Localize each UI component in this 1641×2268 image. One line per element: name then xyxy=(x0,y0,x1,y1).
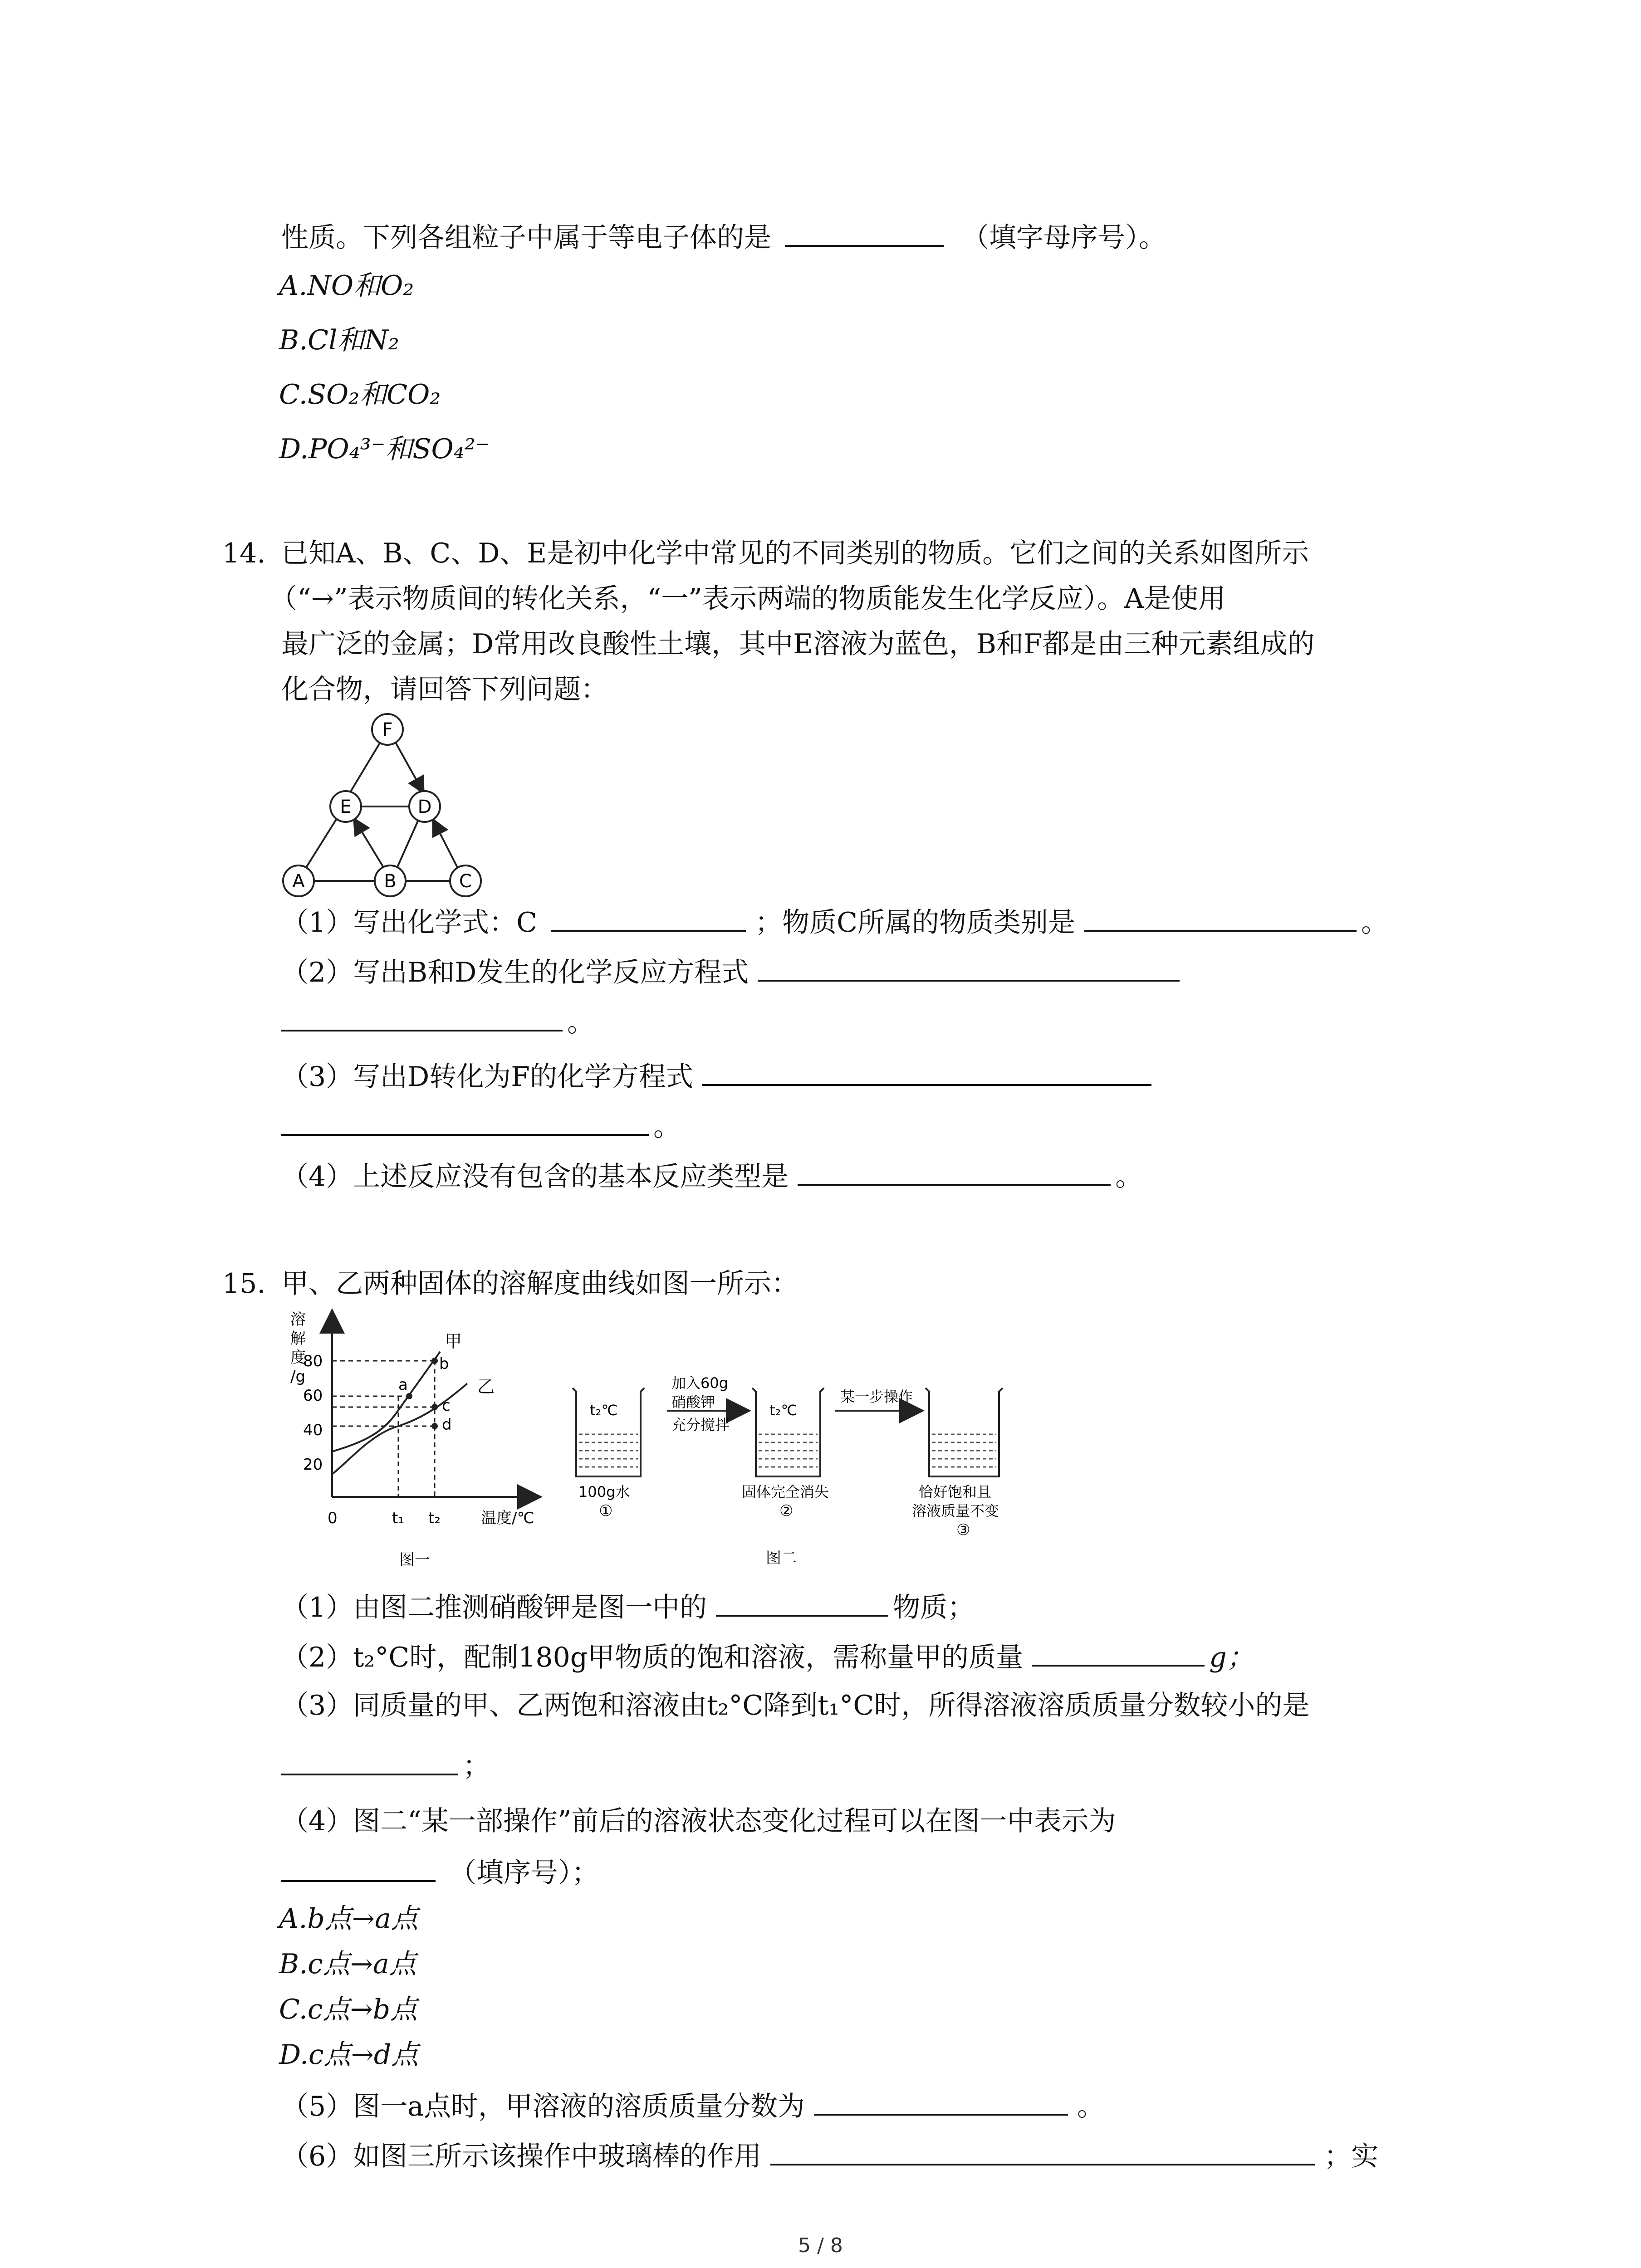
svg-text:固体完全消失: 固体完全消失 xyxy=(742,1483,829,1501)
q15-figure2-beakers xyxy=(563,1306,1107,1579)
svg-text:80: 80 xyxy=(303,1352,323,1370)
q15-sub6-blank[interactable] xyxy=(770,2136,1315,2165)
svg-text:溶液质量不变: 溶液质量不变 xyxy=(912,1502,999,1520)
svg-text:40: 40 xyxy=(303,1421,323,1439)
q14-sub1: （1）写出化学式：C ；物质C所属的物质类别是 。 xyxy=(281,903,1388,941)
q14-sub3: （3）写出D转化为F的化学方程式 xyxy=(281,1057,1151,1095)
q15-sub3-blank[interactable] xyxy=(281,1746,458,1775)
svg-text:溶: 溶 xyxy=(290,1310,306,1329)
q15-sub4-cont: （填序号）； xyxy=(281,1853,599,1891)
q14-sub2: （2）写出B和D发生的化学反应方程式 xyxy=(281,953,1180,991)
q14-sub2-blank-a[interactable] xyxy=(758,953,1180,982)
q14-sub3-blank-a[interactable] xyxy=(702,1057,1151,1086)
svg-text:某一步操作: 某一步操作 xyxy=(840,1388,913,1405)
q14-stem-line3: 最广泛的金属；D常用改良酸性土壤，其中E溶液为蓝色，B和F都是由三种元素组成的 xyxy=(281,628,1315,660)
q14-sub3-cont: 。 xyxy=(281,1107,681,1145)
q14-stem-line2: （“→”表示物质间的转化关系，“一”表示两端的物质能发生化学反应）。A是使用 xyxy=(270,583,1226,615)
q15-sub5-blank[interactable] xyxy=(814,2087,1068,2116)
svg-text:③: ③ xyxy=(956,1521,970,1539)
svg-text:解: 解 xyxy=(290,1330,306,1348)
svg-text:0: 0 xyxy=(328,1509,338,1527)
q14-sub2-blank-b[interactable] xyxy=(281,1002,563,1031)
q15-stem: 甲、乙两种固体的溶解度曲线如图一所示： xyxy=(281,1268,798,1300)
q14-sub4-blank[interactable] xyxy=(798,1157,1111,1186)
q15-number: 15. xyxy=(222,1268,266,1300)
svg-text:20: 20 xyxy=(303,1456,323,1474)
svg-text:加入60g: 加入60g xyxy=(671,1374,729,1392)
q14-sub2-cont: 。 xyxy=(281,1002,594,1041)
q15-sub3-cont: ； xyxy=(281,1746,490,1784)
svg-text:度: 度 xyxy=(290,1349,306,1367)
q14-sub3-blank-b[interactable] xyxy=(281,1107,649,1136)
q15-sub2-blank[interactable] xyxy=(1032,1637,1205,1667)
svg-text:充分搅拌: 充分搅拌 xyxy=(671,1416,730,1433)
svg-text:图一: 图一 xyxy=(399,1551,430,1569)
svg-text:b: b xyxy=(439,1355,449,1373)
svg-text:t₂℃: t₂℃ xyxy=(590,1402,618,1419)
node-b xyxy=(375,865,406,896)
q15-option-a: A.b点→a点 xyxy=(279,1903,418,1935)
q15-option-d: D.c点→d点 xyxy=(279,2039,419,2071)
q15-sub1-blank[interactable] xyxy=(716,1588,888,1617)
svg-text:②: ② xyxy=(779,1502,794,1520)
q15-option-b: B.c点→a点 xyxy=(279,1948,416,1980)
svg-text:C: C xyxy=(459,871,472,892)
q13-answer-blank[interactable] xyxy=(785,218,944,247)
svg-text:E: E xyxy=(340,797,352,817)
q14-sub4: （4）上述反应没有包含的基本反应类型是 。 xyxy=(281,1157,1142,1195)
q13-option-d: D.PO₄³⁻和SO₄²⁻ xyxy=(279,433,490,465)
svg-text:D: D xyxy=(417,797,432,817)
svg-text:温度/℃: 温度/℃ xyxy=(481,1509,534,1527)
q15-sub1: （1）由图二推测硝酸钾是图一中的 物质； xyxy=(281,1588,975,1626)
q15-sub5: （5）图一a点时，甲溶液的溶质质量分数为 。 xyxy=(281,2087,1104,2125)
svg-text:甲: 甲 xyxy=(445,1331,462,1351)
q15-sub3: （3）同质量的甲、乙两饱和溶液由t₂°C降到t₁°C时，所得溶液溶质质量分数较小的是 xyxy=(281,1690,1310,1721)
q13-option-a: A.NO和O₂ xyxy=(279,270,414,302)
q15-sub4-blank[interactable] xyxy=(281,1853,436,1882)
svg-text:t₁: t₁ xyxy=(392,1509,404,1527)
q14-stem-line1: 已知A、B、C、D、E是初中化学中常见的不同类别的物质。它们之间的关系如图所示 xyxy=(281,538,1309,569)
svg-text:c: c xyxy=(442,1397,451,1415)
curve-jia xyxy=(332,1352,440,1452)
q15-option-c: C.c点→b点 xyxy=(279,1994,418,2025)
svg-text:乙: 乙 xyxy=(477,1377,495,1397)
svg-text:A: A xyxy=(292,871,305,892)
q14-sub1-blank2[interactable] xyxy=(1084,903,1357,932)
q15-sub6: （6）如图三所示该操作中玻璃棒的作用 ；实 xyxy=(281,2136,1378,2175)
svg-text:t₂: t₂ xyxy=(428,1509,441,1527)
svg-text:/g: /g xyxy=(290,1368,306,1386)
q14-sub1-blank1[interactable] xyxy=(551,903,746,932)
svg-text:100g水: 100g水 xyxy=(578,1483,630,1501)
node-a xyxy=(283,865,314,896)
svg-text:图二: 图二 xyxy=(766,1549,797,1567)
page-number: 5 / 8 xyxy=(798,2234,843,2257)
svg-text:B: B xyxy=(384,871,397,892)
q14-number: 14. xyxy=(222,538,266,569)
svg-text:t₂℃: t₂℃ xyxy=(769,1402,798,1419)
svg-text:①: ① xyxy=(599,1502,613,1520)
svg-text:硝酸钾: 硝酸钾 xyxy=(671,1393,715,1411)
q15-figure1-solubility-chart xyxy=(281,1306,563,1579)
q13-stem: 性质。下列各组粒子中属于等电子体的是 （填字母序号）。 xyxy=(281,218,1166,256)
node-f xyxy=(372,714,403,745)
svg-text:60: 60 xyxy=(303,1387,323,1405)
svg-text:a: a xyxy=(398,1376,408,1394)
beaker-2 xyxy=(742,1388,829,1520)
node-c xyxy=(450,865,481,896)
node-d xyxy=(409,791,440,822)
q14-stem-line4: 化合物，请回答下列问题： xyxy=(281,674,608,705)
q15-sub2: （2）t₂°C时，配制180g甲物质的饱和溶液，需称量甲的质量 g； xyxy=(281,1637,1254,1676)
q15-sub4: （4）图二“某一部操作”前后的溶液状态变化过程可以在图一中表示为 xyxy=(281,1805,1116,1837)
svg-text:恰好饱和且: 恰好饱和且 xyxy=(919,1483,992,1501)
beaker-1 xyxy=(573,1388,644,1520)
node-e xyxy=(330,791,361,822)
svg-text:F: F xyxy=(382,719,393,740)
q13-option-c: C.SO₂和CO₂ xyxy=(279,379,441,411)
q13-option-b: B.Cl和N₂ xyxy=(279,324,399,356)
q14-relation-diagram xyxy=(272,708,508,898)
svg-text:d: d xyxy=(442,1416,452,1434)
beaker-3 xyxy=(912,1388,1003,1539)
